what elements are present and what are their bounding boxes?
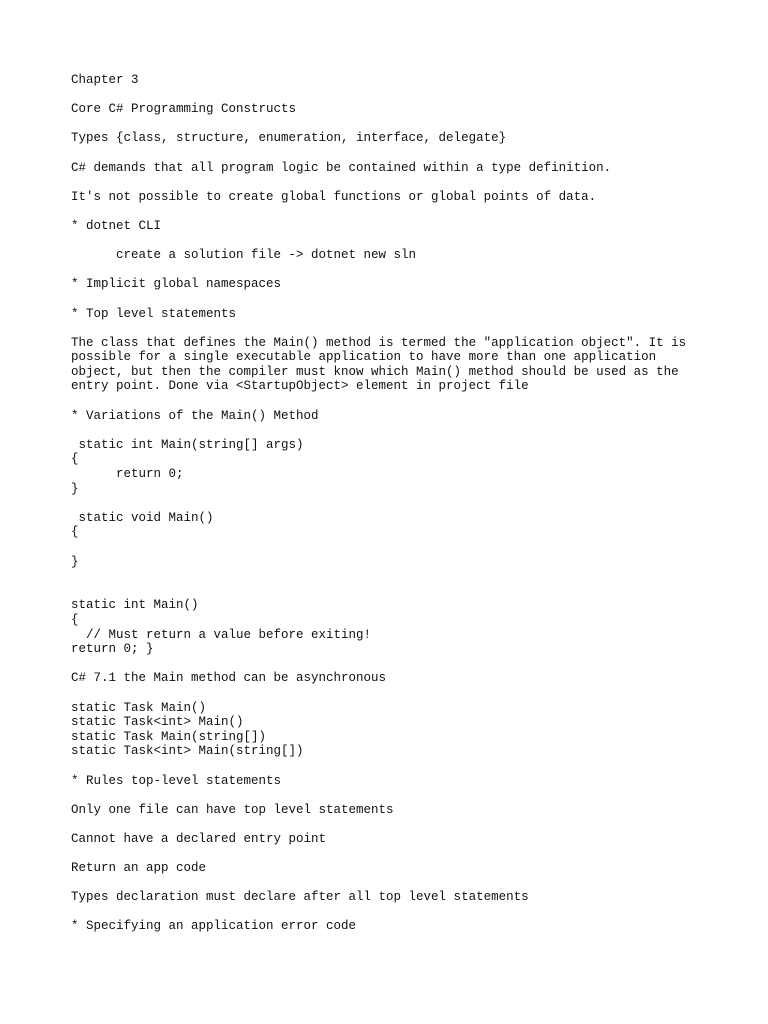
blank-line	[71, 292, 711, 307]
text-line: Cannot have a declared entry point	[71, 831, 327, 846]
code-line: return 0; }	[71, 642, 154, 657]
bullet-line: * dotnet CLI	[71, 218, 162, 233]
blank-line	[71, 423, 711, 438]
blank-line	[71, 657, 711, 672]
blank-line	[71, 204, 711, 219]
code-line: }	[71, 554, 79, 569]
text-line: Types declaration must declare after all top level statements	[71, 890, 529, 905]
bullet-line: * Top level statements	[71, 306, 237, 321]
code-line: return 0;	[71, 467, 184, 482]
bullet-line: * Specifying an application error code	[71, 919, 357, 934]
blank-line	[71, 263, 711, 278]
blank-line	[71, 686, 711, 701]
bullet-line: * Variations of the Main() Method	[71, 408, 319, 423]
section-title: Core C# Programming Constructs	[71, 102, 297, 117]
text-line: Types {class, structure, enumeration, interface, delegate}	[71, 131, 507, 146]
paragraph-line: object, but then the compiler must know which Main() method should be used as the	[71, 364, 679, 379]
paragraph-line: possible for a single executable application to have more than one application	[71, 350, 657, 365]
blank-line	[71, 846, 711, 861]
code-line: // Must return a value before exiting!	[71, 627, 372, 642]
code-line: {	[71, 452, 79, 467]
paragraph-line: The class that defines the Main() method is termed the "application object". It is	[71, 335, 687, 350]
blank-line	[71, 88, 711, 103]
blank-line	[71, 759, 711, 774]
text-line: Only one file can have top level statements	[71, 802, 394, 817]
blank-line	[71, 788, 711, 803]
document-page	[71, 73, 711, 934]
blank-line	[71, 234, 711, 249]
blank-line	[71, 905, 711, 920]
blank-line	[71, 584, 711, 599]
blank-line	[71, 175, 711, 190]
code-line: static Task<int> Main(string[])	[71, 744, 304, 759]
blank-line	[71, 117, 711, 132]
bullet-line: * Rules top-level statements	[71, 773, 282, 788]
code-line	[71, 540, 711, 555]
code-line: static int Main()	[71, 598, 199, 613]
text-line: C# demands that all program logic be contained within a type definition.	[71, 160, 612, 175]
bullet-line: * Implicit global namespaces	[71, 277, 282, 292]
code-line: static Task<int> Main()	[71, 715, 244, 730]
blank-line	[71, 321, 711, 336]
code-line: static int Main(string[] args)	[71, 437, 304, 452]
code-line: {	[71, 525, 79, 540]
paragraph-line: entry point. Done via <StartupObject> element in project file	[71, 379, 529, 394]
blank-line	[71, 496, 711, 511]
blank-line	[71, 146, 711, 161]
blank-line	[71, 569, 711, 584]
code-line: {	[71, 612, 79, 627]
text-line: It's not possible to create global functions or global points of data.	[71, 189, 597, 204]
code-line: static void Main()	[71, 510, 214, 525]
text-line: Return an app code	[71, 861, 207, 876]
code-line: }	[71, 481, 79, 496]
blank-line	[71, 817, 711, 832]
code-line: static Task Main()	[71, 700, 207, 715]
chapter-heading: Chapter 3	[71, 73, 139, 87]
blank-line	[71, 394, 711, 409]
code-line: static Task Main(string[])	[71, 729, 267, 744]
indented-line: create a solution file -> dotnet new sln	[71, 248, 417, 263]
blank-line	[71, 876, 711, 891]
text-line: C# 7.1 the Main method can be asynchronous	[71, 671, 387, 686]
